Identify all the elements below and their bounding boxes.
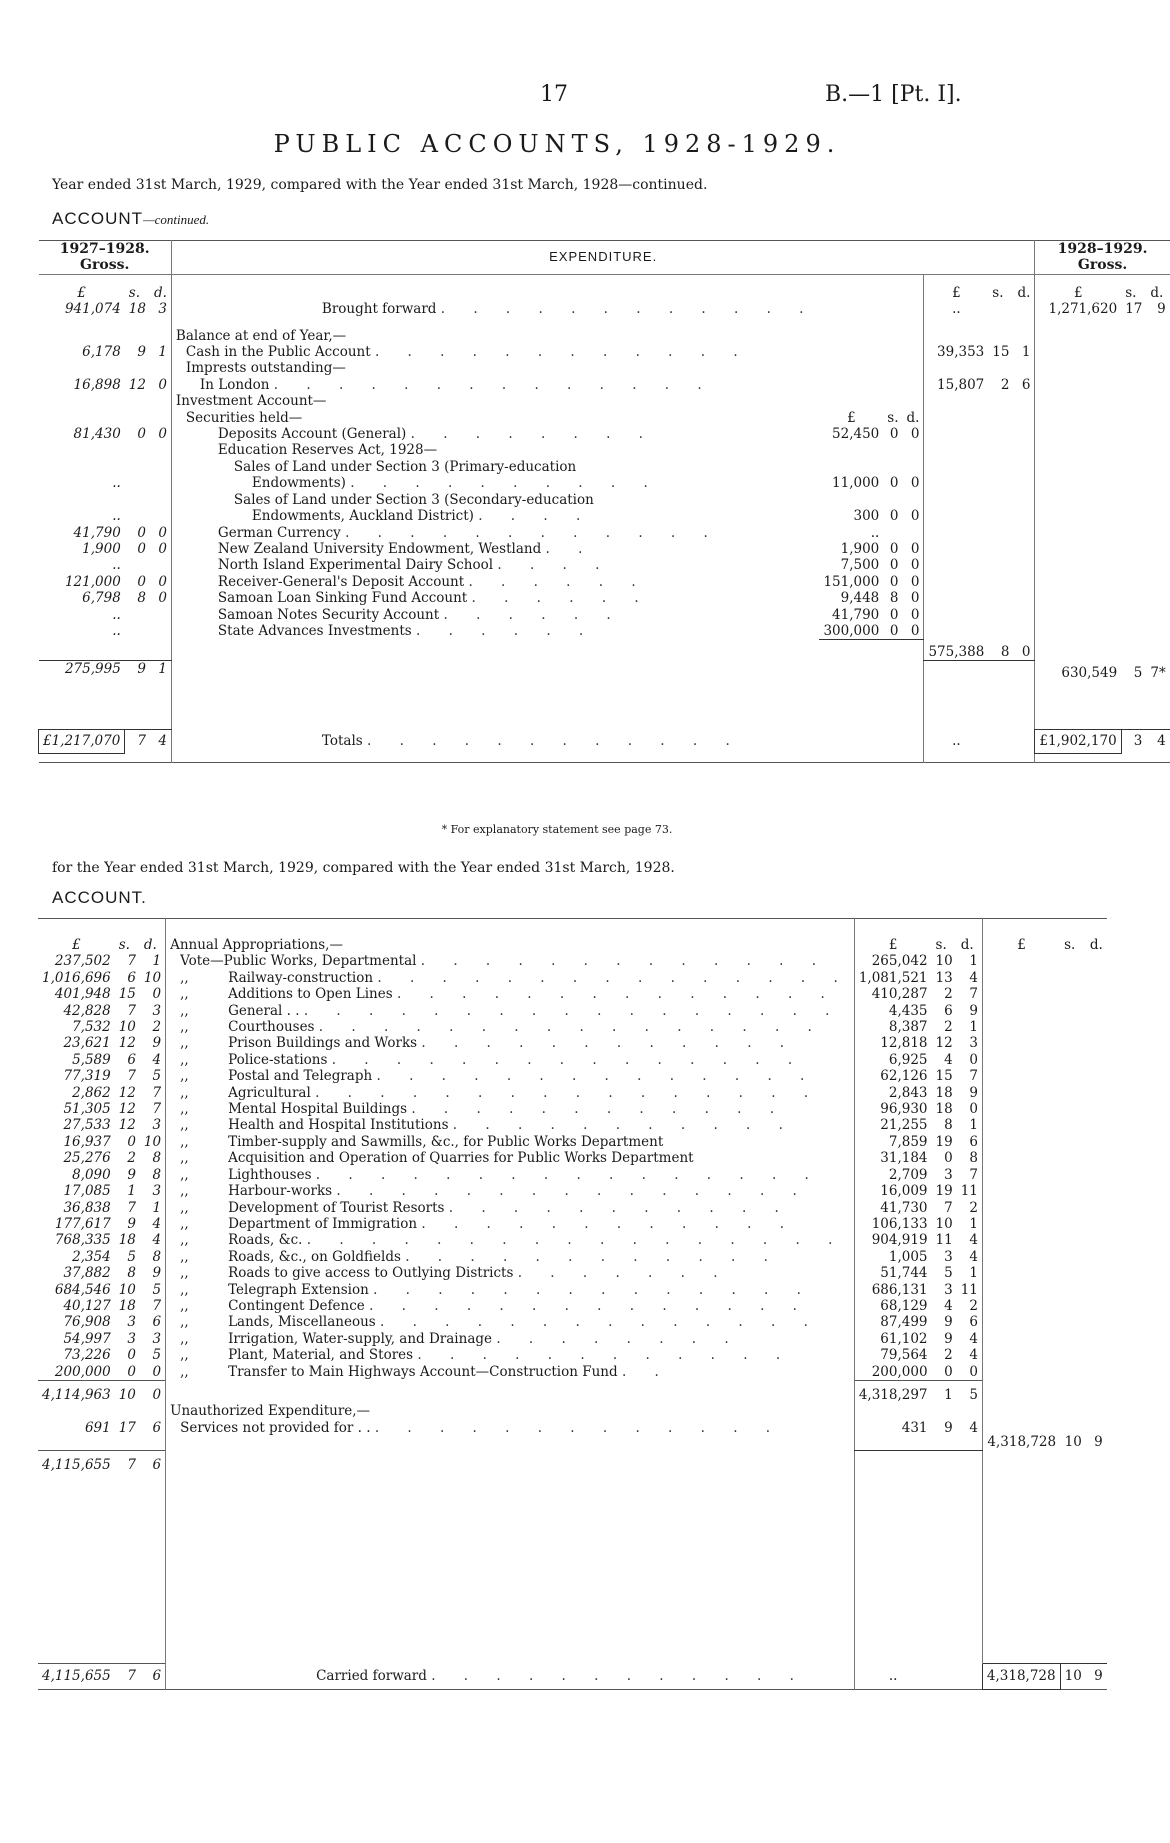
table-row: .. State Advances Investments . . . . . . 300,000 0 0 [39,623,1170,640]
document-reference: B.—1 [Pt. I]. [825,82,962,107]
table-row: 237,502 7 1 Vote—Public Works, Departmental . . . . . . . . . . . . . 265,042 10 1 [38,953,1107,969]
table-row: 81,430 0 0 Deposits Account (General) . . . . . . . . 52,450 0 0 [39,426,1170,442]
table-row: 275,995 9 1 630,549 5 7* [64,661,1166,681]
table-row: 768,335 18 4 ,, Roads, &c. . . . . . . . . . . . . . . . . . 904,919 11 4 [38,1232,1107,1248]
table-row: 1,016,696 6 10 ,, Railway-construction . . . . . . . . . . . . . . . 1,081,521 13 4 [38,970,1107,986]
table-row: Balance at end of Year,— [39,328,1170,344]
table-row: 51,305 12 7 ,, Mental Hospital Buildings . . . . . . . . . . . . 96,930 18 0 [38,1101,1107,1117]
table-row: Education Reserves Act, 1928— [39,442,1170,458]
subtitle-bottom: for the Year ended 31st March, 1929, compared with the Year ended 31st March, 1928. [52,860,675,876]
subtitle-top: Year ended 31st March, 1929, compared with the Year ended 31st March, 1928—continued. [52,177,708,193]
table-row: 73,226 0 5 ,, Plant, Material, and Stores . . . . . . . . . . . . 79,564 2 4 [38,1347,1107,1363]
table-row: 575,388 8 0 [39,640,1170,661]
table-row: 4,115,655 7 6 [38,1450,1107,1473]
section-heading-1: ACCOUNT—continued. [52,209,210,228]
table-row: 684,546 10 5 ,, Telegraph Extension . . . . . . . . . . . . . . 686,131 3 11 [38,1282,1107,1298]
table-row: Sales of Land under Section 3 (Primary-education [39,459,1170,475]
table-row: 76,908 3 6 ,, Lands, Miscellaneous . . . . . . . . . . . . . . 87,499 9 6 [38,1314,1107,1330]
table-row: Sales of Land under Section 3 (Secondary-education [39,492,1170,508]
table-row: 77,319 7 5 ,, Postal and Telegraph . . . . . . . . . . . . . . 62,126 15 7 [38,1068,1107,1084]
table-row: .. North Island Experimental Dairy School . . . . 7,500 0 0 [39,557,1170,573]
table-row: .. Endowments, Auckland District) . . . . 300 0 0 [39,508,1170,524]
table-row: 41,790 0 0 German Currency . . . . . . . . . . . . .. [39,525,1170,541]
table-row: 17,085 1 3 ,, Harbour-works . . . . . . . . . . . . . . . 16,009 19 11 [38,1183,1107,1199]
table-row: 23,621 12 9 ,, Prison Buildings and Works . . . . . . . . . . . . 12,818 12 3 [38,1035,1107,1051]
table-row: 4,114,963 10 0 4,318,297 1 5 [38,1380,1107,1403]
col-cur-header: 1928–1929. Gross. [1035,241,1170,275]
table-header-row [39,241,1170,275]
table-row: £ s. d. Annual Appropriations,— £ s. d. £ s. d. [38,919,1107,954]
table-row: 7,532 10 2 ,, Courthouses . . . . . . . . . . . . . . . . 8,387 2 1 [38,1019,1107,1035]
table-row: 54,997 3 3 ,, Irrigation, Water-supply, and Drainage . . . . . . . . 61,102 9 4 [38,1331,1107,1347]
table-row: 121,000 0 0 Receiver-General's Deposit Account . . . . . . 151,000 0 0 [39,574,1170,590]
table-row: .. Samoan Notes Security Account . . . . . . 41,790 0 0 [39,607,1170,623]
table-row: 6,178 9 1 Cash in the Public Account . . . . . . . . . . . . 39,353 15 1 [39,344,1170,360]
appropriations-table [38,918,1107,1690]
table-row: 6,798 8 0 Samoan Loan Sinking Fund Account . . . . . . 9,448 8 0 [39,590,1170,606]
table-row: 2,862 12 7 ,, Agricultural . . . . . . . . . . . . . . . . 2,843 18 9 [38,1085,1107,1101]
table-row: 5,589 6 4 ,, Police-stations . . . . . . . . . . . . . . . 6,925 4 0 [38,1052,1107,1068]
table-row: 200,000 0 0 ,, Transfer to Main Highways Account—Construction Fund . . 200,000 0 0 [38,1364,1107,1381]
table-row: Securities held— £ s. d. [39,410,1170,426]
table-row: 16,937 0 10 ,, Timber-supply and Sawmills, &c., for Public Works Department 7,859 19 6 [38,1134,1107,1150]
table-row: 941,074 18 3 Brought forward . . . . . . . . . . . . .. 1,271,620 17 9 [64,301,1166,318]
table-row: 1,900 0 0 New Zealand University Endowment, Westland . . 1,900 0 0 [39,541,1170,557]
table-row: 16,898 12 0 In London . . . . . . . . . . . . . . 15,807 2 6 [39,377,1170,393]
table-row: Unauthorized Expenditure,— [38,1403,1107,1419]
table-row: .. Endowments) . . . . . . . . . . 11,000 0 0 [39,475,1170,491]
table-row: 2,354 5 8 ,, Roads, &c., on Goldfields . . . . . . . . . . . . 1,005 3 4 [38,1249,1107,1265]
table-row: 8,090 9 8 ,, Lighthouses . . . . . . . . . . . . . . . . 2,709 3 7 [38,1167,1107,1183]
table-row: 40,127 18 7 ,, Contingent Defence . . . . . . . . . . . . . . 68,129 4 2 [38,1298,1107,1314]
table-row: 691 17 6 Services not provided for . . . . . . . . . . . . . . . 431 9 4 4,318,728 10 9 [84,1419,1103,1450]
table-row: 177,617 9 4 ,, Department of Immigration . . . . . . . . . . . . 106,133 10 1 [38,1216,1107,1232]
page-number: 17 [540,82,568,107]
table-row: Imprests outstanding— [39,360,1170,376]
expenditure-table [38,240,1170,763]
totals-row: £1,217,070 7 4 Totals . . . . . . . . . . . . .. £1,902,170 3 4 [39,730,1170,753]
table-row: 25,276 2 8 ,, Acquisition and Operation of Quarries for Public Works Department 31,184 0 8 [38,1150,1107,1166]
col-expenditure-header: EXPENDITURE. [171,241,1034,275]
footnote: * For explanatory statement see page 73. [441,823,673,836]
table-row: 36,838 7 1 ,, Development of Tourist Resorts . . . . . . . . . . . 41,730 7 2 [38,1200,1107,1216]
table-row: 401,948 15 0 ,, Additions to Open Lines . . . . . . . . . . . . . . 410,287 2 7 [38,986,1107,1002]
page-title: PUBLIC ACCOUNTS, 1928-1929. [273,130,841,158]
col-prev-header: 1927–1928. Gross. [39,241,172,275]
table-row: 42,828 7 3 ,, General . . . . . . . . . . . . . . . . . . . 4,435 6 9 [38,1003,1107,1019]
table-row: Investment Account— [39,393,1170,409]
currency-row: £ s. d. £ s. d. £ s. d. [39,274,1170,301]
table-row: 37,882 8 9 ,, Roads to give access to Outlying Districts . . . . . . . 51,744 5 1 [38,1265,1107,1281]
carried-forward-row: 4,115,655 7 6 Carried forward . . . . . . . . . . . . .. 4,318,728 10 9 [38,1664,1107,1689]
section-heading-2: ACCOUNT. [52,888,147,907]
table-row: 27,533 12 3 ,, Health and Hospital Institutions . . . . . . . . . . . 21,255 8 1 [38,1117,1107,1133]
